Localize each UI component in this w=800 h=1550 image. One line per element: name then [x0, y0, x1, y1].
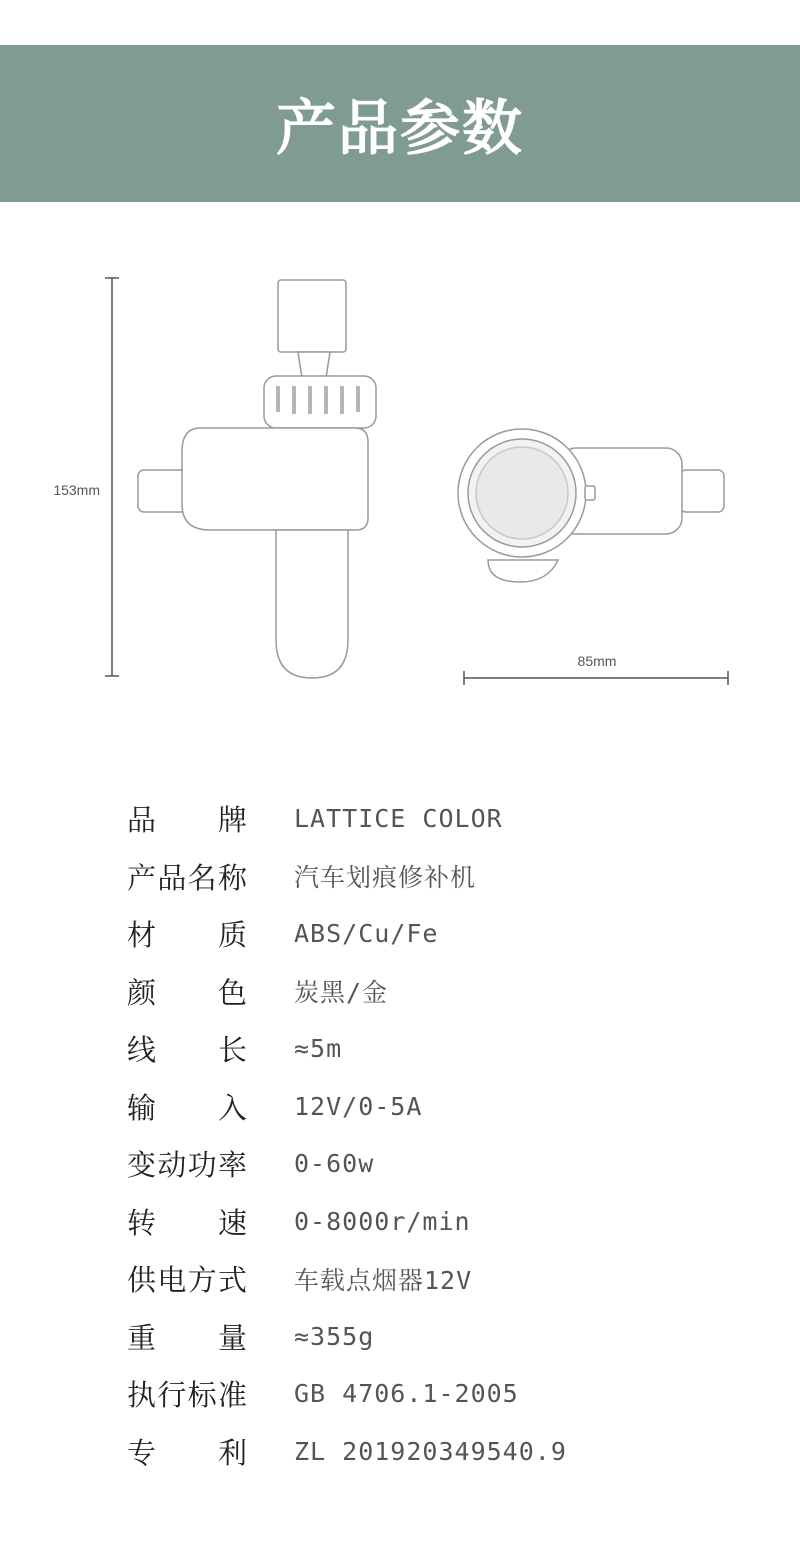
spec-label-char: 供 [127, 1263, 157, 1298]
spec-label-char: 变 [127, 1148, 157, 1183]
spec-row [127, 1423, 767, 1481]
header-banner [0, 45, 800, 202]
spec-label-char: 行 [157, 1378, 187, 1413]
spec-value: 0-8000r/min [294, 1206, 471, 1236]
spec-label [127, 1431, 247, 1472]
spec-label [127, 1258, 247, 1299]
spec-label-char: 标 [187, 1378, 217, 1413]
spec-label-char: 动 [157, 1148, 187, 1183]
spec-list [127, 790, 767, 1480]
spec-row [127, 1250, 767, 1308]
spec-label [127, 1143, 247, 1184]
spec-value: ZL 201920349540.9 [294, 1436, 567, 1466]
spec-label [127, 856, 247, 897]
spec-label [127, 913, 247, 954]
spec-label-char: 线 [127, 1033, 157, 1068]
spec-row [127, 963, 767, 1021]
spec-label-char: 功 [187, 1148, 217, 1183]
spec-label-char: 输 [127, 1090, 157, 1125]
spec-value: ≈355g [294, 1321, 375, 1351]
spec-label-char: 产 [127, 860, 157, 895]
spec-row [127, 1193, 767, 1251]
spec-label-char: 称 [217, 860, 247, 895]
spec-label-char: 速 [217, 1205, 247, 1240]
spec-value: 车载点烟器12V [294, 1265, 473, 1295]
spec-label-char: 执 [127, 1378, 157, 1413]
spec-label [127, 971, 247, 1012]
width-label: 85mm [577, 653, 617, 669]
spec-label [127, 1086, 247, 1127]
spec-label-char: 颜 [127, 975, 157, 1010]
spec-label-char: 牌 [217, 803, 247, 838]
spec-value: 汽车划痕修补机 [294, 863, 477, 893]
height-dimension [105, 278, 119, 676]
spec-value: LATTICE COLOR [294, 804, 503, 834]
spec-label-char: 长 [217, 1033, 247, 1068]
spec-label [127, 1028, 247, 1069]
height-label: 153mm [53, 482, 100, 498]
spec-row [127, 1135, 767, 1193]
spec-label-char: 品 [127, 803, 157, 838]
spec-label [127, 798, 247, 839]
spec-label-char: 重 [127, 1320, 157, 1355]
spec-label-char: 式 [217, 1263, 247, 1298]
page-title: 产品参数 [276, 93, 524, 164]
spec-label-char: 色 [217, 975, 247, 1010]
spec-label [127, 1201, 247, 1242]
spec-value: 炭黑/金 [294, 978, 389, 1008]
spec-label-char: 名 [187, 860, 217, 895]
spec-label-char: 质 [217, 918, 247, 953]
spec-label-char: 电 [157, 1263, 187, 1298]
spec-label-char: 量 [217, 1320, 247, 1355]
spec-label-char: 利 [217, 1435, 247, 1470]
spec-label-char: 率 [217, 1148, 247, 1183]
spec-row [127, 1020, 767, 1078]
spec-label [127, 1373, 247, 1414]
spec-value: GB 4706.1-2005 [294, 1379, 519, 1409]
spec-label-char: 准 [217, 1378, 247, 1413]
product-dimension-diagram [0, 240, 800, 720]
spec-label [127, 1316, 247, 1357]
spec-row [127, 905, 767, 963]
spec-label-char: 专 [127, 1435, 157, 1470]
spec-label-char: 转 [127, 1205, 157, 1240]
spec-row [127, 1078, 767, 1136]
spec-value: ABS/Cu/Fe [294, 919, 439, 949]
spec-label-char: 品 [157, 860, 187, 895]
width-dimension [464, 671, 728, 685]
spec-value: 0-60w [294, 1149, 375, 1179]
spec-label-char: 方 [187, 1263, 217, 1298]
spec-label-char: 入 [217, 1090, 247, 1125]
spec-row [127, 848, 767, 906]
spec-row [127, 1308, 767, 1366]
spec-row [127, 790, 767, 848]
spec-value: 12V/0-5A [294, 1091, 423, 1121]
spec-label-char: 材 [127, 918, 157, 953]
spec-value: ≈5m [294, 1034, 343, 1064]
spec-row [127, 1365, 767, 1423]
device-top-view-icon [458, 429, 724, 582]
device-side-view-icon [138, 280, 376, 678]
